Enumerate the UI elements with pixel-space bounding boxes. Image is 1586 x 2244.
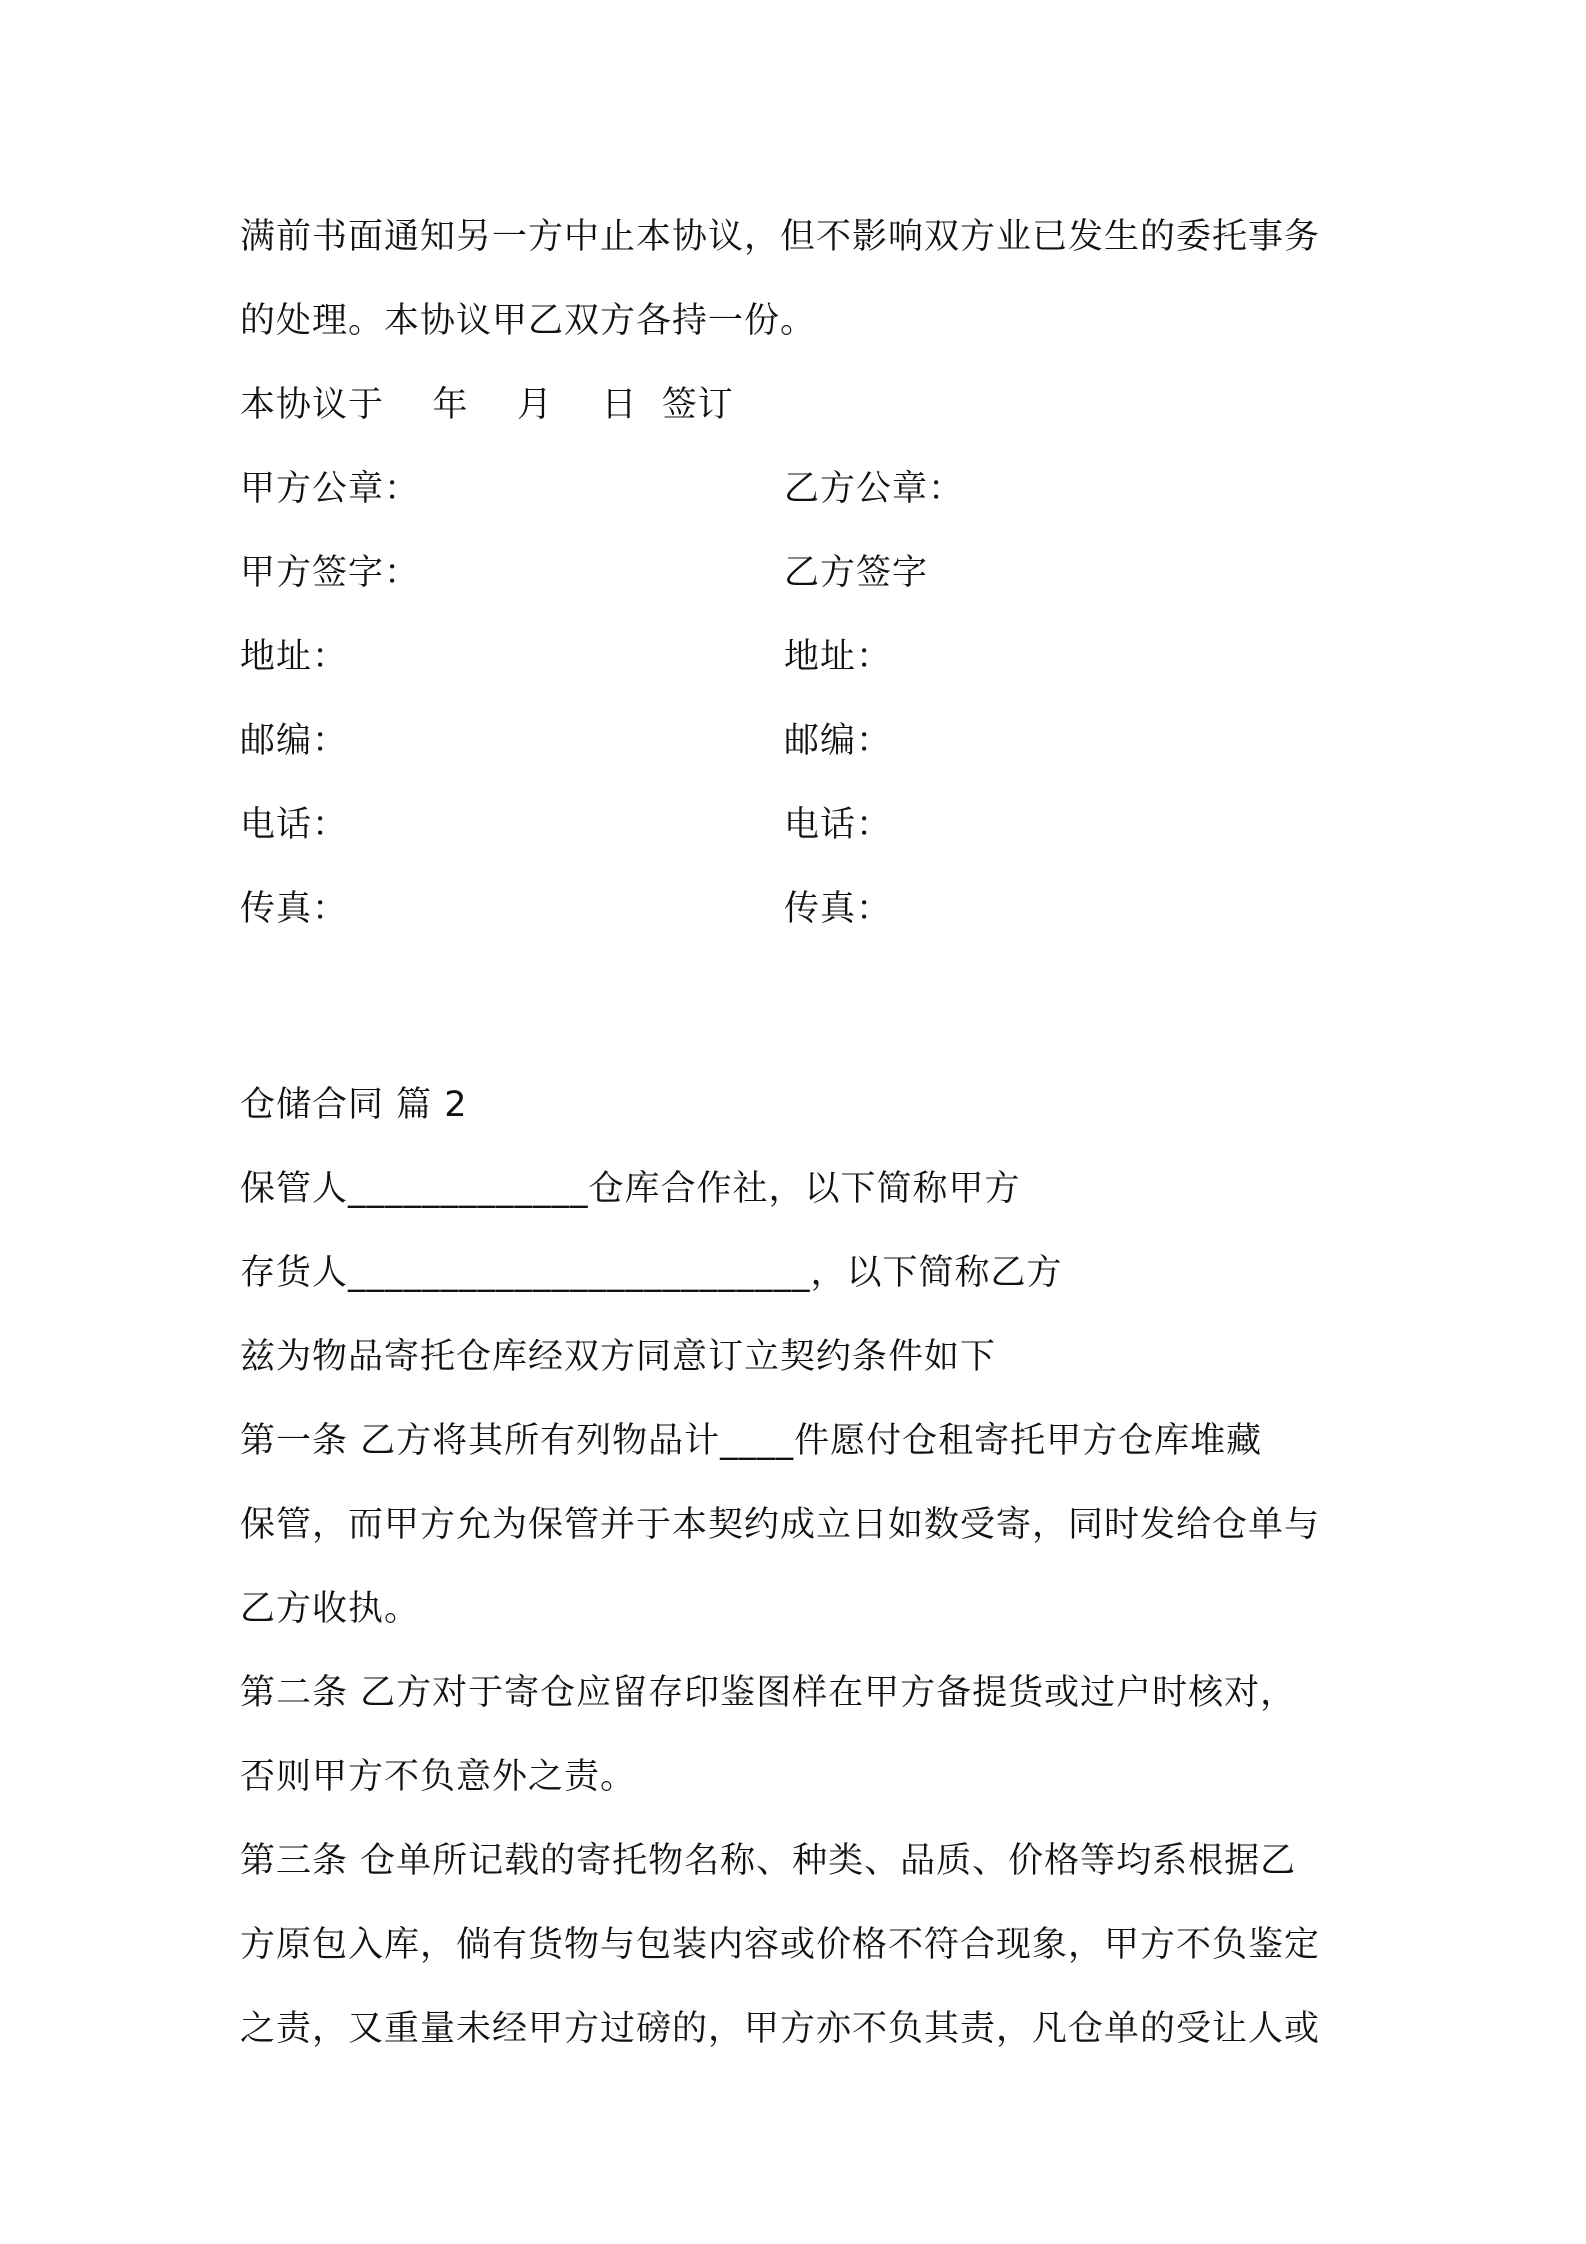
article-2-line-2: 否则甲方不负意外之责。 xyxy=(240,1757,637,1797)
article-2-line-1: 第二条 乙方对于寄仓应留存印鉴图样在甲方备提货或过户时核对， xyxy=(240,1673,1297,1713)
party-a-phone-label: 电话： xyxy=(240,805,349,845)
party-b-phone-label: 电话： xyxy=(784,805,893,845)
article-1-line-1: 第一条 乙方将其所有列物品计____件愿付仓租寄托甲方仓库堆藏 xyxy=(240,1421,1263,1461)
contract-2-title: 仓储合同 篇 2 xyxy=(240,1085,468,1125)
keeper-line: 保管人_____________仓库合作社，以下简称甲方 xyxy=(240,1169,1021,1209)
party-a-sign-label: 甲方签字： xyxy=(240,553,421,593)
party-b-address-label: 地址： xyxy=(784,637,893,677)
signature-row-sign xyxy=(240,531,1360,615)
document-body xyxy=(240,195,1360,2071)
depositor-line: 存货人_________________________，以下简称乙方 xyxy=(240,1253,1063,1293)
article-1-line-2: 保管，而甲方允为保管并于本契约成立日如数受寄，同时发给仓单与 xyxy=(240,1505,1321,1545)
article-3-line-3: 之责，又重量未经甲方过磅的，甲方亦不负其责，凡仓单的受让人或 xyxy=(240,2009,1321,2049)
article-3-line-1: 第三条 仓单所记载的寄托物名称、种类、品质、价格等均系根据乙 xyxy=(240,1841,1297,1881)
intro-line-2: 的处理。本协议甲乙双方各持一份。 xyxy=(240,301,817,341)
signature-row-seal xyxy=(240,447,1360,531)
signature-row-address xyxy=(240,615,1360,699)
section-gap xyxy=(240,951,1360,1063)
party-b-postcode-label: 邮编： xyxy=(784,721,893,761)
party-b-sign-label: 乙方签字 xyxy=(784,553,929,593)
party-a-seal-label: 甲方公章： xyxy=(240,469,421,509)
party-b-fax-label: 传真： xyxy=(784,889,893,929)
signature-row-postcode xyxy=(240,699,1360,783)
party-a-postcode-label: 邮编： xyxy=(240,721,349,761)
signature-row-phone xyxy=(240,783,1360,867)
preamble-line: 兹为物品寄托仓库经双方同意订立契约条件如下 xyxy=(240,1337,997,1377)
party-a-address-label: 地址： xyxy=(240,637,349,677)
party-b-seal-label: 乙方公章： xyxy=(784,469,965,509)
sign-date-line: 本协议于 年 月 日 签订 xyxy=(240,385,734,425)
article-3-line-2: 方原包入库，倘有货物与包装内容或价格不符合现象，甲方不负鉴定 xyxy=(240,1925,1321,1965)
intro-line-1: 满前书面通知另一方中止本协议，但不影响双方业已发生的委托事务 xyxy=(240,217,1321,257)
signature-row-fax xyxy=(240,867,1360,951)
article-1-line-3: 乙方收执。 xyxy=(240,1589,421,1629)
party-a-fax-label: 传真： xyxy=(240,889,349,929)
